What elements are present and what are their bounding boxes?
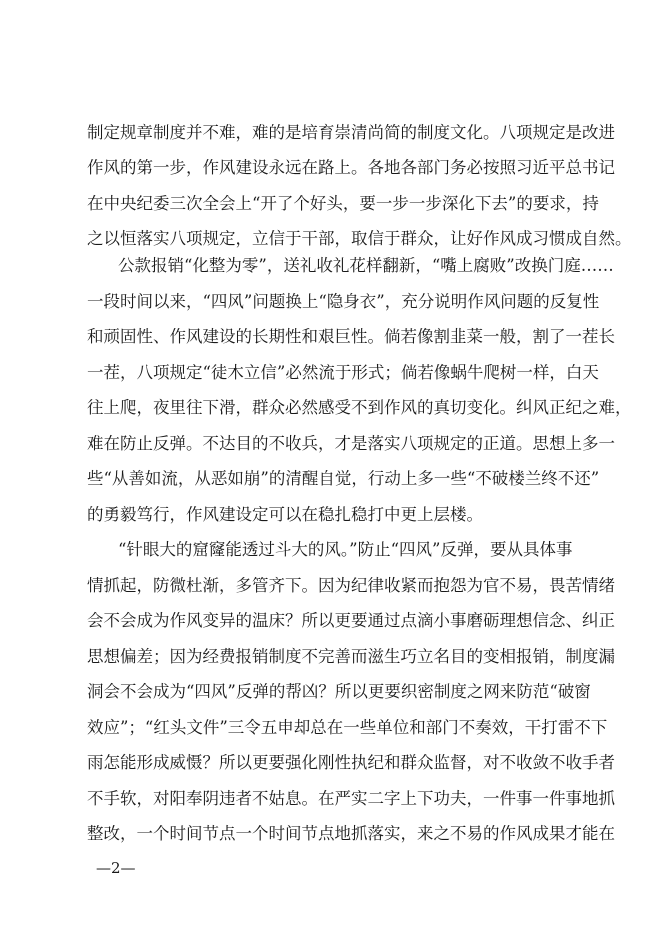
text-line: 难在防止反弹。不达目的不收兵，才是落实八项规定的正道。思想上多一 [87,434,615,453]
text-line: 洞会不会成为“四风”反弹的帮凶？所以更要织密制度之网来防范“破窗 [87,682,591,701]
text-line: “针眼大的窟窿能透过斗大的风。”防止“四风”反弹，要从具体事 [118,540,573,559]
text-line: 思想偏差；因为经费报销制度不完善而滋生巧立名目的变相报销，制度漏 [87,647,615,666]
text-line: 效应”；“红头文件”三令五申却总在一些单位和部门不奏效，干打雷不下 [87,718,608,737]
text-line: 会不会成为作风变异的温床？所以更要通过点滴小事磨砺理想信念、纠正 [87,611,615,630]
text-line: 之以恒落实八项规定，立信于干部，取信于群众，让好作风成习惯成自然。 [87,229,632,248]
text-line: 不手软，对阳奉阴违者不姑息。在严实二字上下功夫，一件事一件事地抓 [87,789,615,808]
page-number: —2— [96,859,136,877]
text-line: 情抓起，防微杜渐，多管齐下。因为纪律收紧而抱怨为官不易，畏苦情绪 [87,576,615,595]
text-line: 的勇毅笃行，作风建设定可以在稳扎稳打中更上层楼。 [87,505,483,524]
text-line: 一段时间以来，“四风”问题换上“隐身衣”，充分说明作风问题的反复性 [87,292,600,311]
text-line: 公款报销“化整为零”，送礼收礼花样翻新，“嘴上腐败”改换门庭…… [118,256,614,275]
text-line: 些“从善如流，从恶如崩”的清醒自觉，行动上多一些“不破楼兰终不还” [87,469,600,488]
text-line: 制定规章制度并不难，难的是培育崇清尚简的制度文化。八项规定是改进 [87,123,615,142]
text-line: 作风的第一步，作风建设永远在路上。各地各部门务必按照习近平总书记 [87,158,615,177]
text-line: 在中央纪委三次全会上“开了个好头，要一步一步深化下去”的要求，持 [87,194,599,213]
text-line: 往上爬，夜里往下滑，群众必然感受不到作风的真切变化。纠风正纪之难， [87,398,632,417]
text-line: 整改，一个时间节点一个时间节点地抓落实，来之不易的作风成果才能在 [87,824,615,843]
text-line: 和顽固性、作风建设的长期性和艰巨性。倘若像割韭菜一般，割了一茬长 [87,327,615,346]
text-line: 一茬，八项规定“徒木立信”必然流于形式；倘若像蜗牛爬树一样，白天 [87,363,599,382]
text-line: 雨怎能形成威慑？所以更要强化刚性执纪和群众监督，对不收敛不收手者 [87,753,615,772]
